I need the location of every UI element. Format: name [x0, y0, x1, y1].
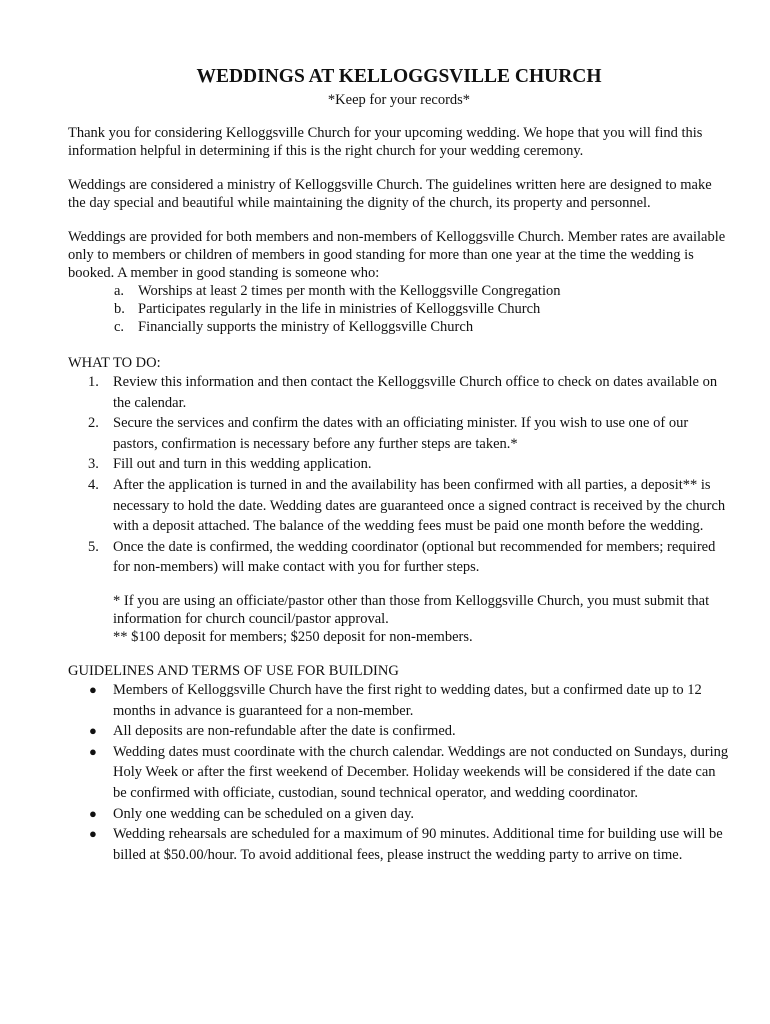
list-item-text: Worships at least 2 times per month with the Kelloggsville Congregation — [138, 283, 561, 299]
step-text: Secure the services and confirm the dates with an officiating minister. If you wish to use one of our pastors, confirmation is necessary before any further steps are taken.* — [113, 415, 689, 452]
list-item — [68, 804, 730, 825]
list-item — [68, 680, 730, 721]
guideline-text: Only one wedding can be scheduled on a given day. — [113, 805, 415, 822]
step-number: 2. — [88, 415, 99, 432]
list-item — [68, 318, 730, 336]
list-item — [68, 413, 730, 454]
footnote-officiate: * If you are using an officiate/pastor other than those from Kelloggsville Church, you must submit that information for church council/pastor approval. — [113, 592, 710, 627]
list-item — [68, 475, 730, 537]
intro-paragraph-3: Weddings are provided for both members and non-members of Kelloggsville Church. Member rates are available only to members or children of members in good standing for more than one year at the time the wedding is booked. A member in good standing is someone who: — [68, 229, 726, 281]
list-item — [68, 454, 730, 475]
step-number: 3. — [88, 456, 99, 473]
list-item-text: Participates regularly in the life in ministries of Kelloggsville Church — [138, 301, 541, 317]
step-text: Fill out and turn in this wedding application. — [113, 456, 372, 473]
guideline-text: All deposits are non-refundable after the date is confirmed. — [113, 723, 456, 740]
member-criteria-list — [68, 282, 730, 336]
bullet-icon: ● — [89, 826, 97, 842]
step-text: Once the date is confirmed, the wedding coordinator (optional but recommended for members; required for non-members) will make contact with you for further steps. — [113, 538, 716, 576]
bullet-icon: ● — [89, 743, 97, 759]
list-marker: a. — [114, 283, 125, 299]
step-number: 5. — [88, 538, 99, 555]
guideline-text: Wedding dates must coordinate with the church calendar. Weddings are not conducted on Sundays, during Holy Week or after the first weekend of December. Holiday weekends will be considered if the date can be confirmed with officiate, custodian, sound technical operator, and wedding coordinator. — [113, 743, 729, 801]
list-item — [68, 742, 730, 804]
step-text: After the application is turned in and the availability has been confirmed with all parties, a deposit** is necessary to hold the date. Wedding dates are guaranteed once a signed contract is received by the church with a deposit attached. The balance of the wedding fees must be paid one month before the wedding. — [113, 476, 726, 535]
list-item — [68, 300, 730, 318]
guidelines-list — [68, 680, 730, 865]
step-text: Review this information and then contact the Kelloggsville Church office to check on dates available on the calendar. — [113, 374, 718, 411]
list-item — [68, 721, 730, 742]
list-item — [68, 824, 730, 865]
section-heading-guidelines: GUIDELINES AND TERMS OF USE FOR BUILDING — [68, 662, 399, 679]
bullet-icon: ● — [89, 805, 97, 821]
guideline-text: Members of Kelloggsville Church have the first right to wedding dates, but a confirmed date up to 12 months in advance is guaranteed for a non-member. — [113, 681, 702, 719]
section-heading-what-to-do: WHAT TO DO: — [68, 355, 161, 371]
intro-paragraph-1: Thank you for considering Kelloggsville Church for your upcoming wedding. We hope that you will find this information helpful in determining if this is the right church for your wedding ceremony. — [68, 125, 703, 159]
list-item — [68, 282, 730, 300]
bullet-icon: ● — [89, 681, 97, 697]
list-item — [68, 372, 730, 413]
steps-list — [68, 372, 730, 578]
list-item-text: Financially supports the ministry of Kelloggsville Church — [138, 319, 474, 335]
list-marker: c. — [114, 319, 125, 335]
guideline-text: Wedding rehearsals are scheduled for a maximum of 90 minutes. Additional time for building use will be billed at $50.00/hour. To avoid additional fees, please instruct the wedding party to arrive on time. — [113, 826, 723, 863]
footnote-deposit: ** $100 deposit for members; $250 deposit for non-members. — [113, 628, 473, 645]
list-item — [68, 537, 730, 578]
footnotes — [68, 592, 730, 646]
page-title: WEDDINGS AT KELLOGGSVILLE CHURCH — [196, 66, 602, 87]
bullet-icon: ● — [89, 723, 97, 739]
step-number: 4. — [88, 476, 99, 493]
list-marker: b. — [114, 301, 125, 317]
page-subtitle: *Keep for your records* — [327, 92, 471, 108]
intro-paragraph-2: Weddings are considered a ministry of Kelloggsville Church. The guidelines written here are designed to make the day special and beautiful while maintaining the dignity of the church, its property and personnel. — [68, 177, 712, 211]
step-number: 1. — [88, 374, 99, 390]
